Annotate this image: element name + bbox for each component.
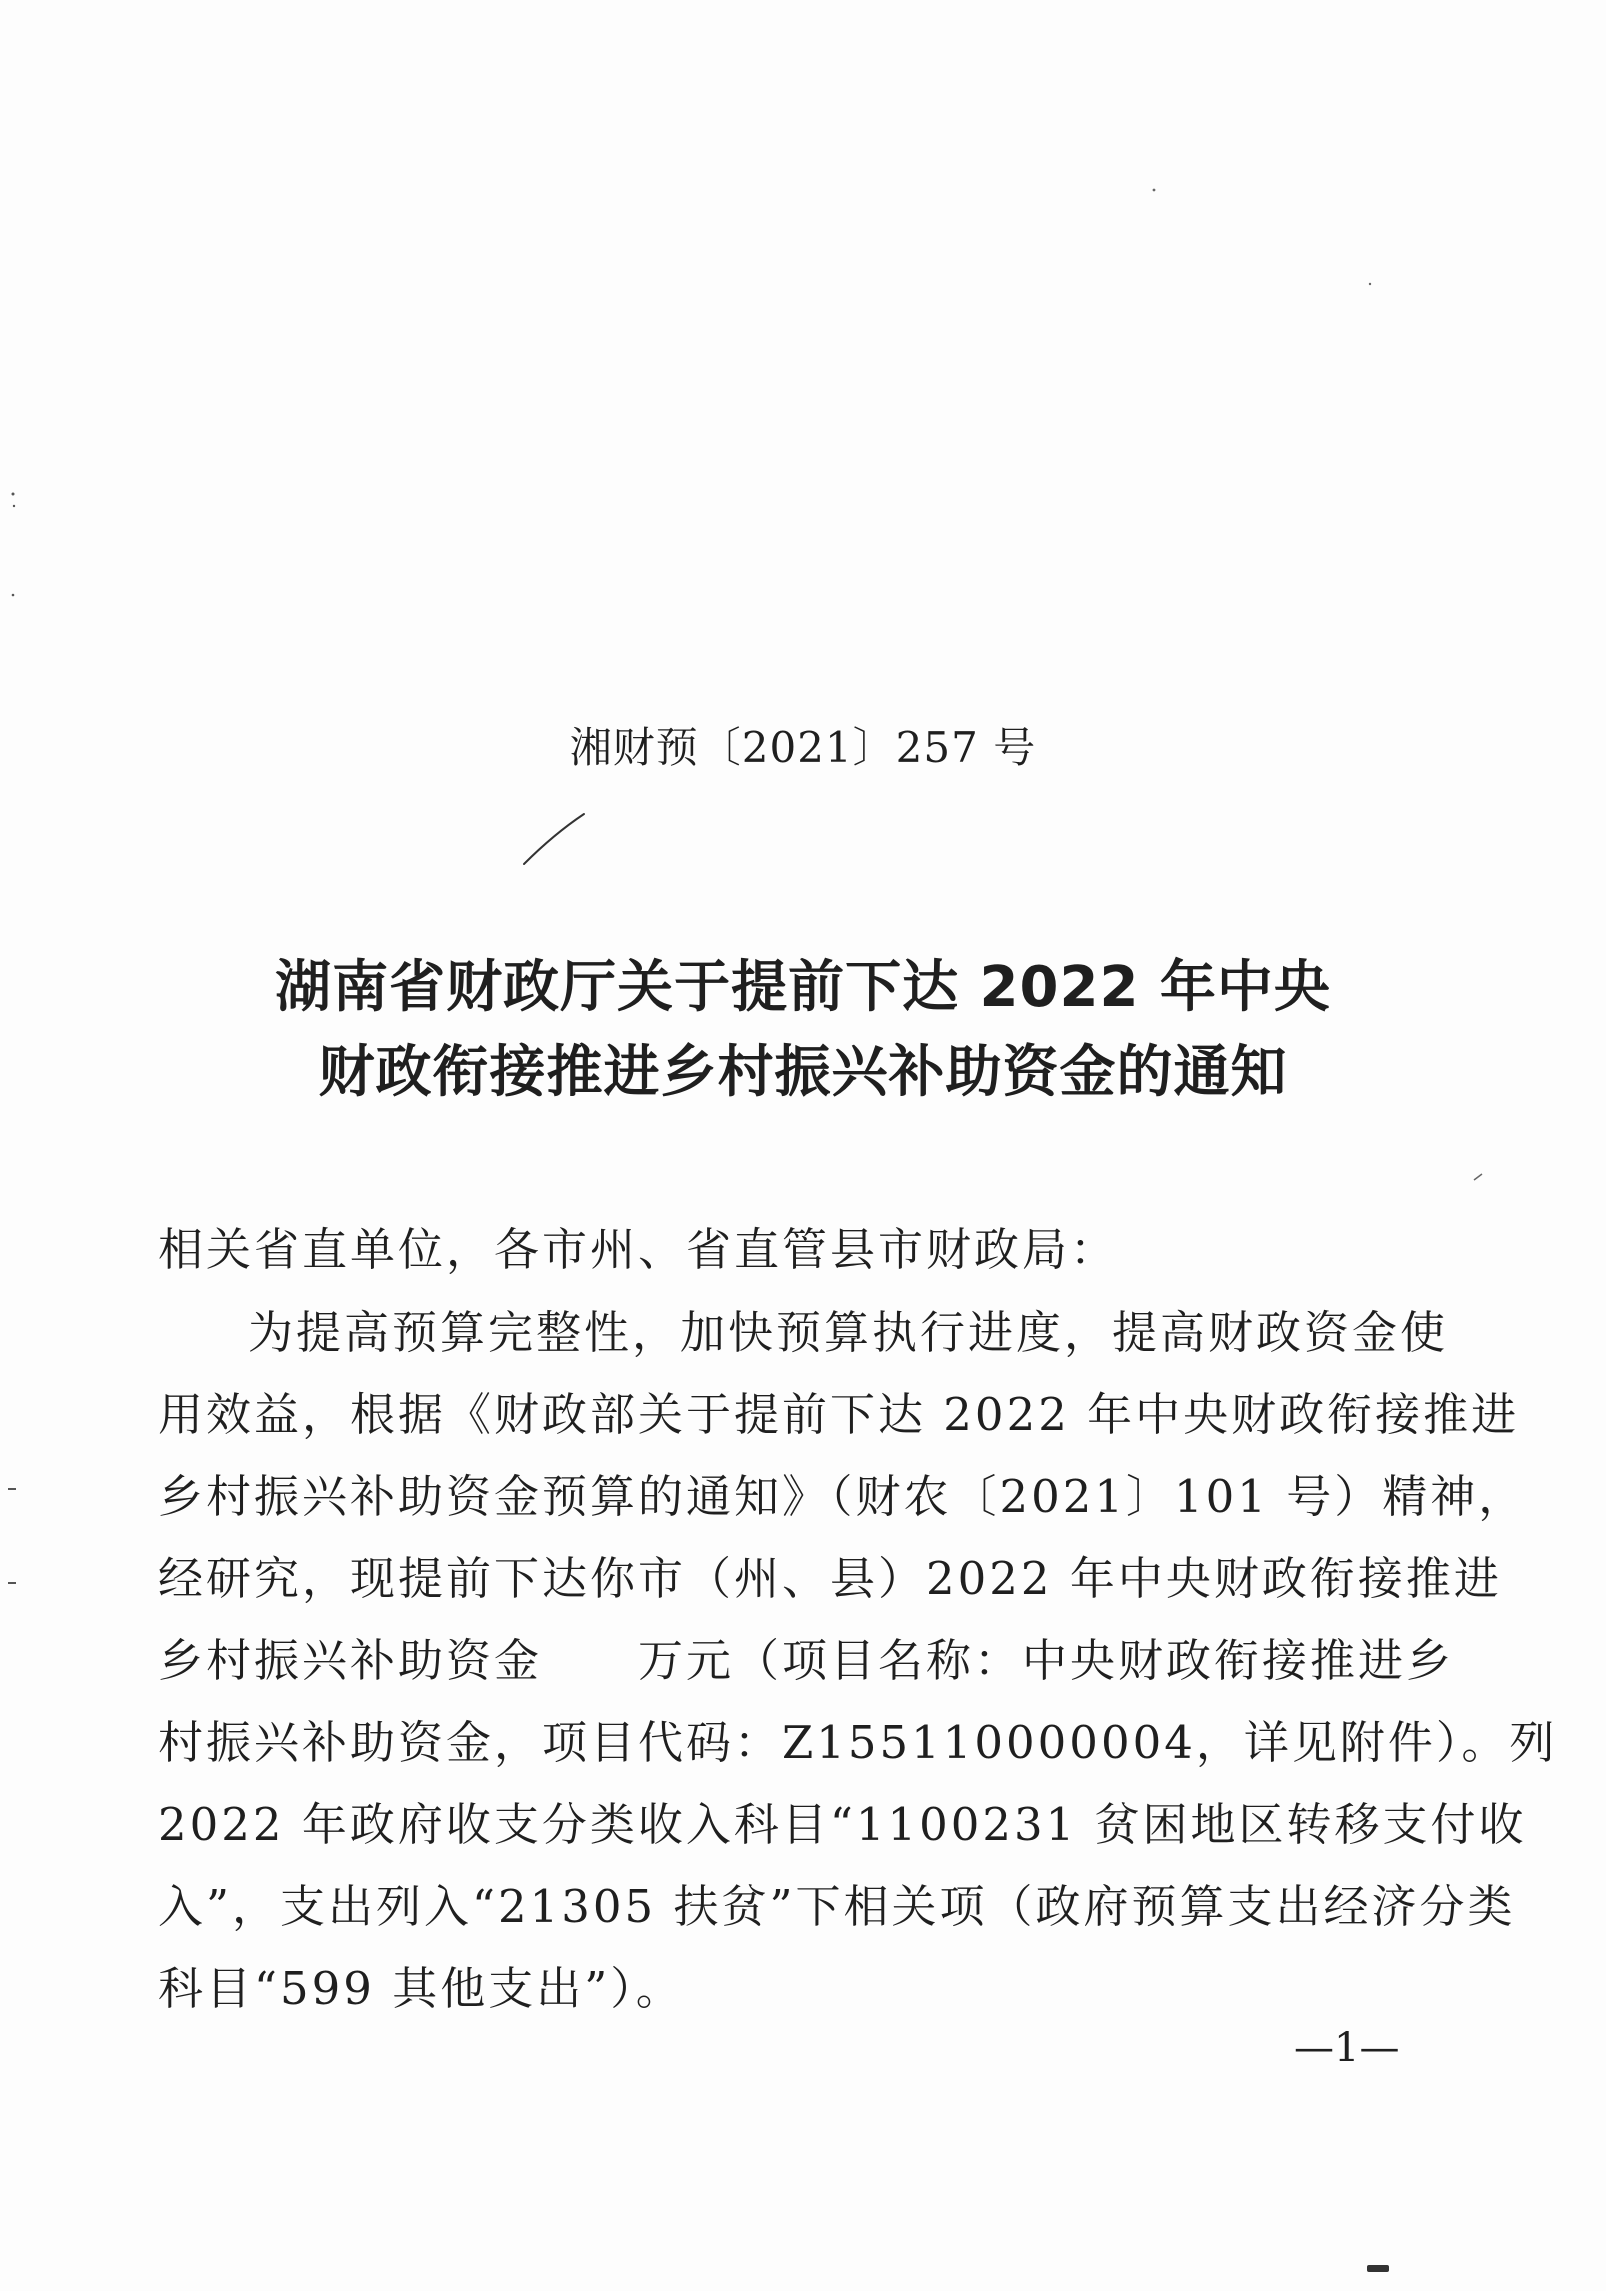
scan-speck [1472,1170,1486,1184]
scan-speck [1365,2261,1395,2277]
title-line-1: 湖南省财政厅关于提前下达 2022 年中央 [275,955,1331,1020]
scan-speck [6,1484,20,1498]
title-line-2: 财政衔接推进乡村振兴补助资金的通知 [318,1040,1288,1105]
paragraph-line: 乡村振兴补助资金 万元（项目名称：中央财政衔接推进乡 [158,1634,1455,1687]
scan-speck [8,590,20,602]
document-number: 湘财预〔2021〕257 号 [569,723,1037,772]
paragraph-line: 为提高预算完整性，加快预算执行进度，提高财政资金使 [248,1306,1449,1359]
scan-speck [1150,186,1160,196]
paragraph-line: 用效益，根据《财政部关于提前下达 2022 年中央财政衔接推进 [158,1388,1520,1441]
document-title [200,945,1406,1115]
paragraph-line: 2022 年政府收支分类收入科目“1100231 贫困地区转移支付收 [158,1798,1527,1851]
paragraph-line: 村振兴补助资金，项目代码：Z155110000004，详见附件）。列 [158,1716,1558,1769]
paragraph-line: 乡村振兴补助资金预算的通知》（财农〔2021〕101 号）精神， [158,1470,1527,1523]
scan-speck [8,490,20,512]
paragraph-line: 经研究，现提前下达你市（州、县）2022 年中央财政衔接推进 [158,1552,1502,1605]
paragraph-line: 入”，支出列入“21305 扶贫”下相关项（政府预算支出经济分类 [158,1880,1516,1933]
pen-mark [520,810,590,870]
document-body [158,1208,1558,2030]
scan-speck [6,1578,20,1592]
salutation: 相关省直单位，各市州、省直管县市财政局： [158,1223,1119,1276]
paragraph-line: 科目“599 其他支出”）。 [158,1962,684,2015]
page-number: —1— [1294,2025,1400,2071]
scan-speck [1366,280,1376,290]
